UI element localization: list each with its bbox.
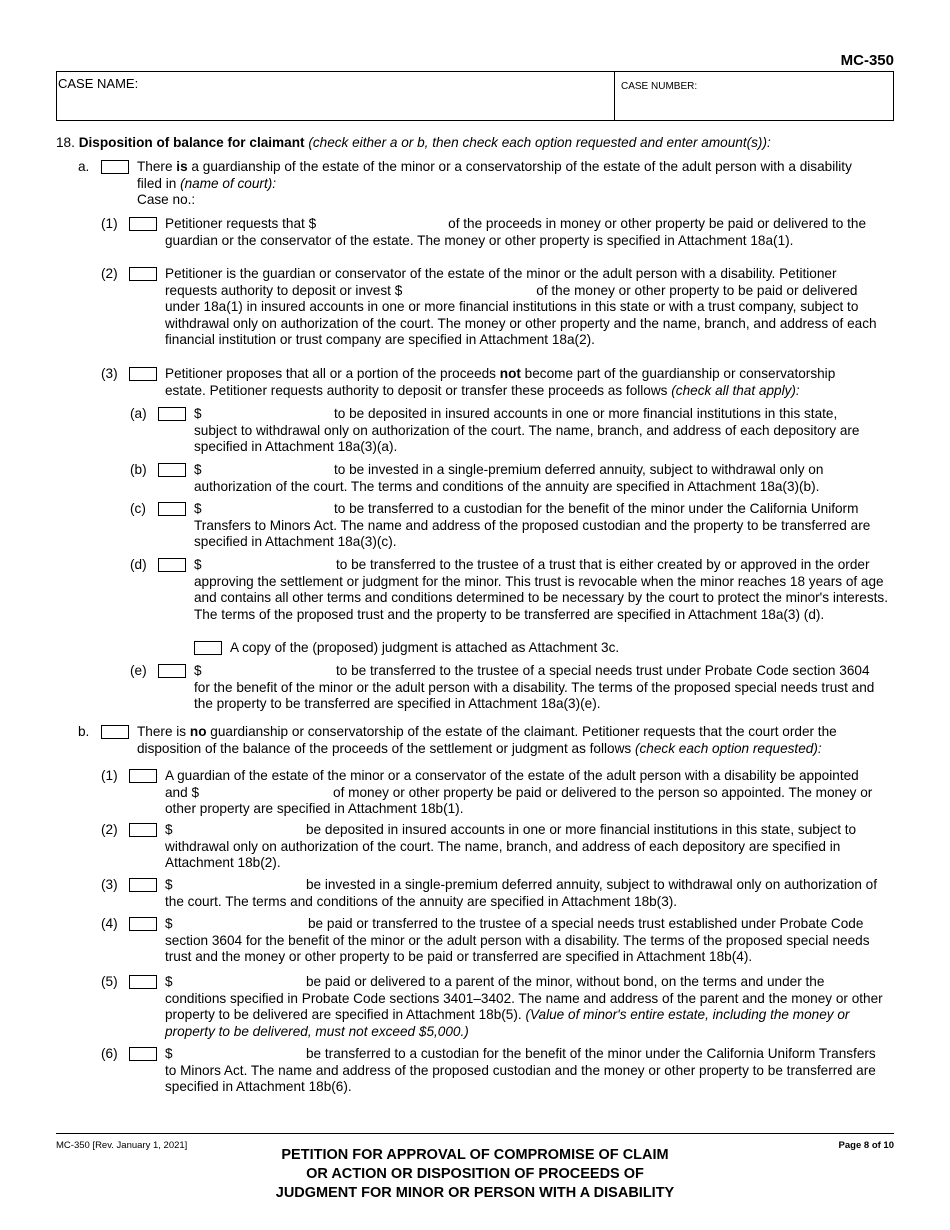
option-b5-checkbox[interactable] xyxy=(129,975,157,989)
option-b2-text: withdrawal only on authorization of the court. The name, branch, and address of each depository are specified in Attachment 18b(2). xyxy=(165,838,841,870)
item-18-number: 18. xyxy=(56,135,75,150)
option-b1-label: (1) xyxy=(101,768,118,783)
option-a3b-label: (b) xyxy=(130,462,147,477)
option-a3a-dollar: $ xyxy=(194,406,202,421)
option-a3a-amount-field[interactable] xyxy=(206,406,330,422)
option-b2-checkbox[interactable] xyxy=(129,823,157,837)
footer-page-number: Page 8 of 10 xyxy=(838,1140,894,1151)
option-b2-amount-field[interactable] xyxy=(177,822,301,838)
option-b-label: b. xyxy=(78,724,90,739)
option-b6-amount-field[interactable] xyxy=(177,1046,301,1062)
option-b4-text: section 3604 for the benefit of the minor or the adult person with a disability. The terms of the proposed special needs trust and the money or other property to be paid or transferred are specified in Attachment 18b(4). xyxy=(165,932,870,964)
item-18-heading xyxy=(56,135,896,152)
option-a-label: a. xyxy=(78,159,90,174)
option-b4-checkbox[interactable] xyxy=(129,917,157,931)
option-a3c-dollar: $ xyxy=(194,501,202,516)
option-a3a-text: subject to withdrawal only on authorization of the court. The name, branch, and address of each depository are specified in Attachment 18a(3)(a). xyxy=(194,422,860,454)
footer-form-title: PETITION FOR APPROVAL OF COMPROMISE OF CLAIM OR ACTION OR DISPOSITION OF PROCEEDS OF JUDGMENT FOR MINOR OR PERSON WITH A DISABILITY xyxy=(275,1147,675,1201)
option-b3-label: (3) xyxy=(101,877,118,892)
option-a3b-amount-field[interactable] xyxy=(206,462,330,478)
case-number-field[interactable] xyxy=(620,92,888,116)
footer-revision: MC-350 [Rev. January 1, 2021] xyxy=(56,1140,188,1151)
option-a1-checkbox[interactable] xyxy=(129,217,157,231)
option-b6-checkbox[interactable] xyxy=(129,1047,157,1061)
option-b5-line1: be paid or delivered to a parent of the minor, without bond, on the terms and under the xyxy=(306,974,825,989)
option-b2-dollar: $ xyxy=(165,822,173,837)
form-code: MC-350 xyxy=(840,52,894,69)
option-b5-text: conditions specified in Probate Code sections 3401–3402. The name and address of the parent and the money or other property to be delivered are specified in Attachment 18b(5). (Value of minor's entire estate, including the money or property to be delivered, must not exceed $5,000.) xyxy=(165,990,883,1039)
option-b5-dollar: $ xyxy=(165,974,173,989)
option-a3e-dollar: $ xyxy=(194,663,202,678)
option-a2-checkbox[interactable] xyxy=(129,267,157,281)
option-a3d-checkbox[interactable] xyxy=(158,558,186,572)
option-b-text: There is no guardianship or conservatorship of the estate of the claimant. Petitioner requests that the court order the disposition of the balance of the proceeds of the settlement or judgment as follows (check each option requested): xyxy=(137,724,837,756)
option-a2-text: Petitioner is the guardian or conservator of the estate of the minor or the adult person with a disability. Petitioner requests authority to deposit or invest $ of the money or other property to be paid or delivered under 18a(1) in insured accounts in one or more financial institutions in this state or with a trust company, subject to withdrawal only on authorization of the court. The money or other property and the name, branch, and address of each financial institution or trust company are specified in Attachment 18a(2). xyxy=(165,266,877,347)
option-b1-checkbox[interactable] xyxy=(129,769,157,783)
option-a3d-text: approving the settlement or judgment for the minor. This trust is revocable when the minor reaches 18 years of age and contains all other terms and conditions determined to be necessary by the court to protect the minor's interests. The terms of the proposed trust and the property to be transferred are specified in Attachment 18a(3) (d). xyxy=(194,573,888,622)
case-no-label: Case no.: xyxy=(137,192,196,207)
case-name-field[interactable] xyxy=(140,90,610,116)
option-a1-label: (1) xyxy=(101,216,118,231)
option-b3-text: the court. The terms and conditions of the annuity are specified in Attachment 18b(3). xyxy=(165,893,678,909)
option-b2-label: (2) xyxy=(101,822,118,837)
option-a3c-label: (c) xyxy=(130,501,146,516)
option-a3c-line1: to be transferred to a custodian for the benefit of the minor under the California Uniform xyxy=(334,501,859,516)
option-b4-dollar: $ xyxy=(165,916,173,931)
court-name-field[interactable] xyxy=(315,175,875,191)
case-header-divider xyxy=(614,71,615,121)
option-a3e-label: (e) xyxy=(130,663,147,678)
option-a3b-line1: to be invested in a single-premium deferred annuity, subject to withdrawal only on xyxy=(334,462,824,477)
option-a3a-label: (a) xyxy=(130,406,147,421)
option-b6-line1: be transferred to a custodian for the benefit of the minor under the California Uniform Transfers xyxy=(306,1046,876,1061)
option-a3b-checkbox[interactable] xyxy=(158,463,186,477)
case-name-label: CASE NAME: xyxy=(58,76,139,91)
option-a-text: There is a guardianship of the estate of the minor or a conservatorship of the estate of the adult person with a disability filed in (name of court): Case no.: xyxy=(137,159,897,209)
option-a3b-text: authorization of the court. The terms and conditions of the annuity are specified in Attachment 18a(3)(b). xyxy=(194,478,820,494)
option-a3a-line1: to be deposited in insured accounts in one or more financial institutions in this state, xyxy=(334,406,838,421)
option-b3-line1: be invested in a single-premium deferred annuity, subject to withdrawal only on authorization of xyxy=(306,877,878,892)
option-b3-checkbox[interactable] xyxy=(129,878,157,892)
case-number-label: CASE NUMBER: xyxy=(621,81,698,92)
option-a3d-line1: to be transferred to the trustee of a trust that is either created by or approved in the order xyxy=(336,557,870,572)
option-a-checkbox[interactable] xyxy=(101,160,129,174)
option-b4-label: (4) xyxy=(101,916,118,931)
option-a3-checkbox[interactable] xyxy=(129,367,157,381)
option-b2-line1: be deposited in insured accounts in one or more financial institutions in this state, subject to xyxy=(306,822,857,837)
option-a3e-text: for the benefit of the minor or the adult person with a disability. The terms of the proposed special needs trust and the property to be transferred are specified in Attachment 18a(3)(e). xyxy=(194,679,875,711)
option-b1-text: A guardian of the estate of the minor or a conservator of the estate of the adult person with a disability be appointed and $ of money or other property be paid or delivered to the person so appointed. The money or other property are specified in Attachment 18b(1). xyxy=(165,768,873,816)
option-a3d-label: (d) xyxy=(130,557,147,572)
footer-divider xyxy=(56,1133,894,1134)
option-b-checkbox[interactable] xyxy=(101,725,129,739)
option-a3-label: (3) xyxy=(101,366,118,381)
copy-attached-text: A copy of the (proposed) judgment is attached as Attachment 3c. xyxy=(230,640,620,655)
option-a3d-dollar: $ xyxy=(194,557,202,572)
option-a3c-checkbox[interactable] xyxy=(158,502,186,516)
case-no-field[interactable] xyxy=(200,192,600,208)
item-18-instruction: (check either a or b, then check each option requested and enter amount(s)): xyxy=(308,135,771,150)
option-a3e-checkbox[interactable] xyxy=(158,664,186,678)
option-b6-dollar: $ xyxy=(165,1046,173,1061)
option-b5-label: (5) xyxy=(101,974,118,989)
option-b3-dollar: $ xyxy=(165,877,173,892)
option-a3b-dollar: $ xyxy=(194,462,202,477)
option-a3c-amount-field[interactable] xyxy=(206,501,330,517)
copy-attached-checkbox[interactable] xyxy=(194,641,222,655)
option-b4-line1: be paid or transferred to the trustee of a special needs trust established under Probate Code xyxy=(308,916,864,931)
option-b6-label: (6) xyxy=(101,1046,118,1061)
option-a3d-amount-field[interactable] xyxy=(206,557,330,573)
option-a3-text: Petitioner proposes that all or a portion of the proceeds not become part of the guardianship or conservatorship estate. Petitioner requests authority to deposit or transfer these proceeds as follows (check all that apply): xyxy=(165,366,836,398)
option-a2-label: (2) xyxy=(101,266,118,281)
option-a3a-checkbox[interactable] xyxy=(158,407,186,421)
option-a3e-line1: to be transferred to the trustee of a special needs trust under Probate Code section 3604 xyxy=(336,663,870,678)
option-a1-text: Petitioner requests that $ of the proceeds in money or other property be paid or delivered to the guardian or the conservator of the estate. The money or other property is specified in Attachment 18a(1). xyxy=(165,216,867,248)
option-b6-text: to Minors Act. The name and address of the proposed custodian and the money or other property to be transferred are specified in Attachment 18b(6). xyxy=(165,1062,876,1094)
option-b3-amount-field[interactable] xyxy=(177,877,301,893)
option-b4-amount-field[interactable] xyxy=(177,916,301,932)
option-a3c-text: Transfers to Minors Act. The name and address of the proposed custodian and the property to be transferred are specified in Attachment 18a(3)(c). xyxy=(194,517,871,549)
option-b5-amount-field[interactable] xyxy=(177,974,301,990)
item-18-title: Disposition of balance for claimant xyxy=(78,135,305,150)
option-a3e-amount-field[interactable] xyxy=(206,663,330,679)
